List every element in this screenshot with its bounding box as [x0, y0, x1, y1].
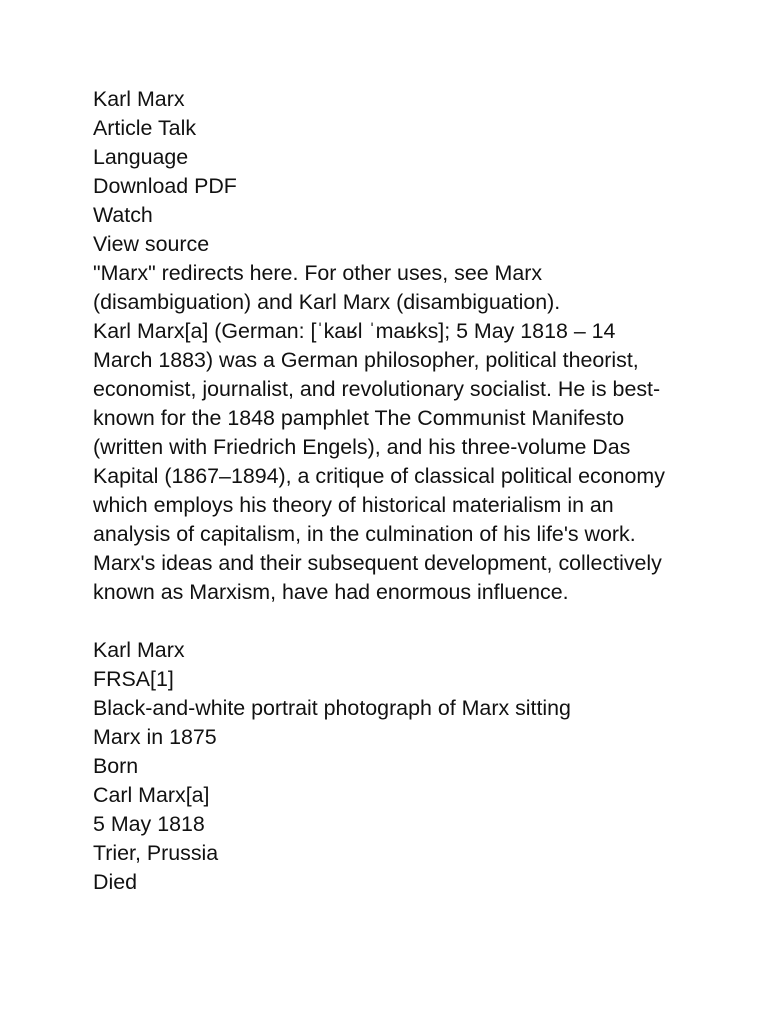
hatnote: "Marx" redirects here. For other uses, see Marx (disambiguation) and Karl Marx (disambiguation).: [93, 261, 561, 314]
view-source-link[interactable]: View source: [93, 232, 210, 256]
infobox-birth-date: 5 May 1818: [93, 812, 205, 836]
download-pdf-link[interactable]: Download PDF: [93, 174, 237, 198]
lead-paragraph: Karl Marx[a] (German: [ˈkaʁl ˈmaʁks]; 5 May 1818 – 14 March 1883) was a German philosopher, political theorist, economist, journalist, and revolutionary socialist. He is best-known for the 1848 pamphlet The Communist Manifesto (written with Friedrich Engels), and his three-volume Das Kapital (1867–1894), a critique of classical political economy which employs his theory of historical materialism in an analysis of capitalism, in the culmination of his life's work. Marx's ideas and their subsequent development, collectively known as Marxism, have had enormous influence.: [93, 319, 665, 604]
paragraph-gap: [93, 607, 693, 636]
article-talk-tabs[interactable]: Article Talk: [93, 116, 197, 140]
infobox-caption: Marx in 1875: [93, 725, 217, 749]
infobox-name: Karl Marx: [93, 638, 185, 662]
infobox-birth-name: Carl Marx[a]: [93, 783, 210, 807]
infobox-honorific: FRSA[1]: [93, 667, 174, 691]
watch-link[interactable]: Watch: [93, 203, 153, 227]
language-link[interactable]: Language: [93, 145, 189, 169]
document-page: [93, 85, 693, 897]
infobox-image-alt: Black-and-white portrait photograph of Marx sitting: [93, 696, 571, 720]
infobox-died-label: Died: [93, 870, 137, 894]
infobox-birth-place: Trier, Prussia: [93, 841, 219, 865]
infobox-born-label: Born: [93, 754, 139, 778]
page-title: Karl Marx: [93, 87, 185, 111]
